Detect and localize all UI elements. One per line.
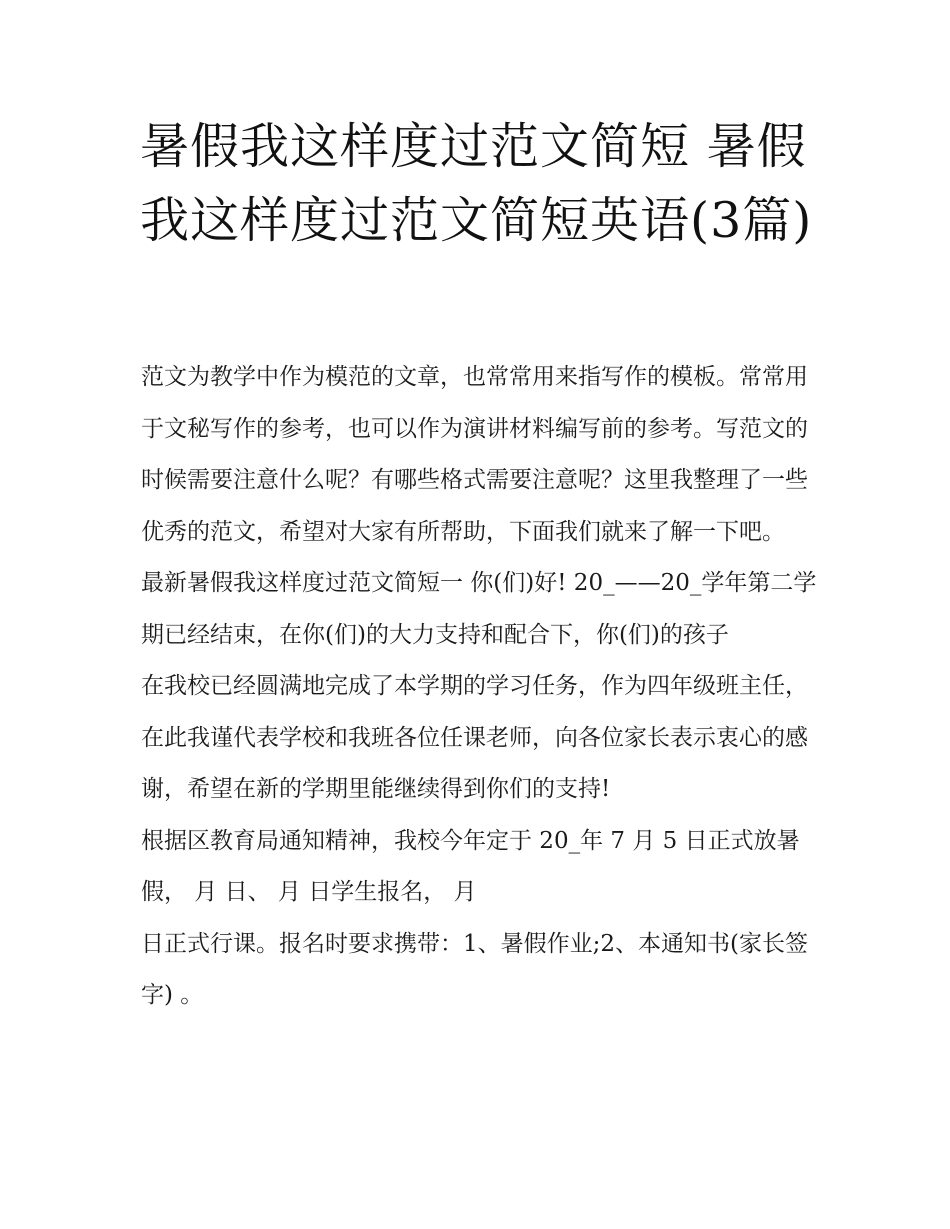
paragraph-schedule: 根据区教育局通知精神，我校今年定于 20_年 7 月 5 日正式放暑假， 月 日、 月 日学生报名， 月 — [141, 827, 800, 905]
paragraph-greeting: 最新暑假我这样度过范文简短一 你(们)好! 20_——20_学年第二学期已经结束，在你(们)的大力支持和配合下，你(们)的孩子 — [141, 570, 817, 648]
paragraph-thanks: 在我校已经圆满地完成了本学期的学习任务，作为四年级班主任，在此我谨代表学校和我班各位任课老师，向各位家长表示衷心的感谢，希望在新的学期里能继续得到你们的支持! — [141, 673, 808, 802]
document-title: 暑假我这样度过范文简短 暑假我这样度过范文简短英语(3篇) — [140, 118, 813, 249]
document-body — [141, 352, 821, 1022]
paragraph-requirements: 日正式行课。报名时要求携带：1、暑假作业;2、本通知书(家长签字) 。 — [141, 930, 808, 1008]
paragraph-intro: 范文为教学中作为模范的文章，也常常用来指写作的模板。常常用于文秘写作的参考，也可以作为演讲材料编写前的参考。写范文的时候需要注意什么呢？有哪些格式需要注意呢？这里我整理了一些优秀的范文，希望对大家有所帮助，下面我们就来了解一下吧。 — [141, 364, 808, 545]
